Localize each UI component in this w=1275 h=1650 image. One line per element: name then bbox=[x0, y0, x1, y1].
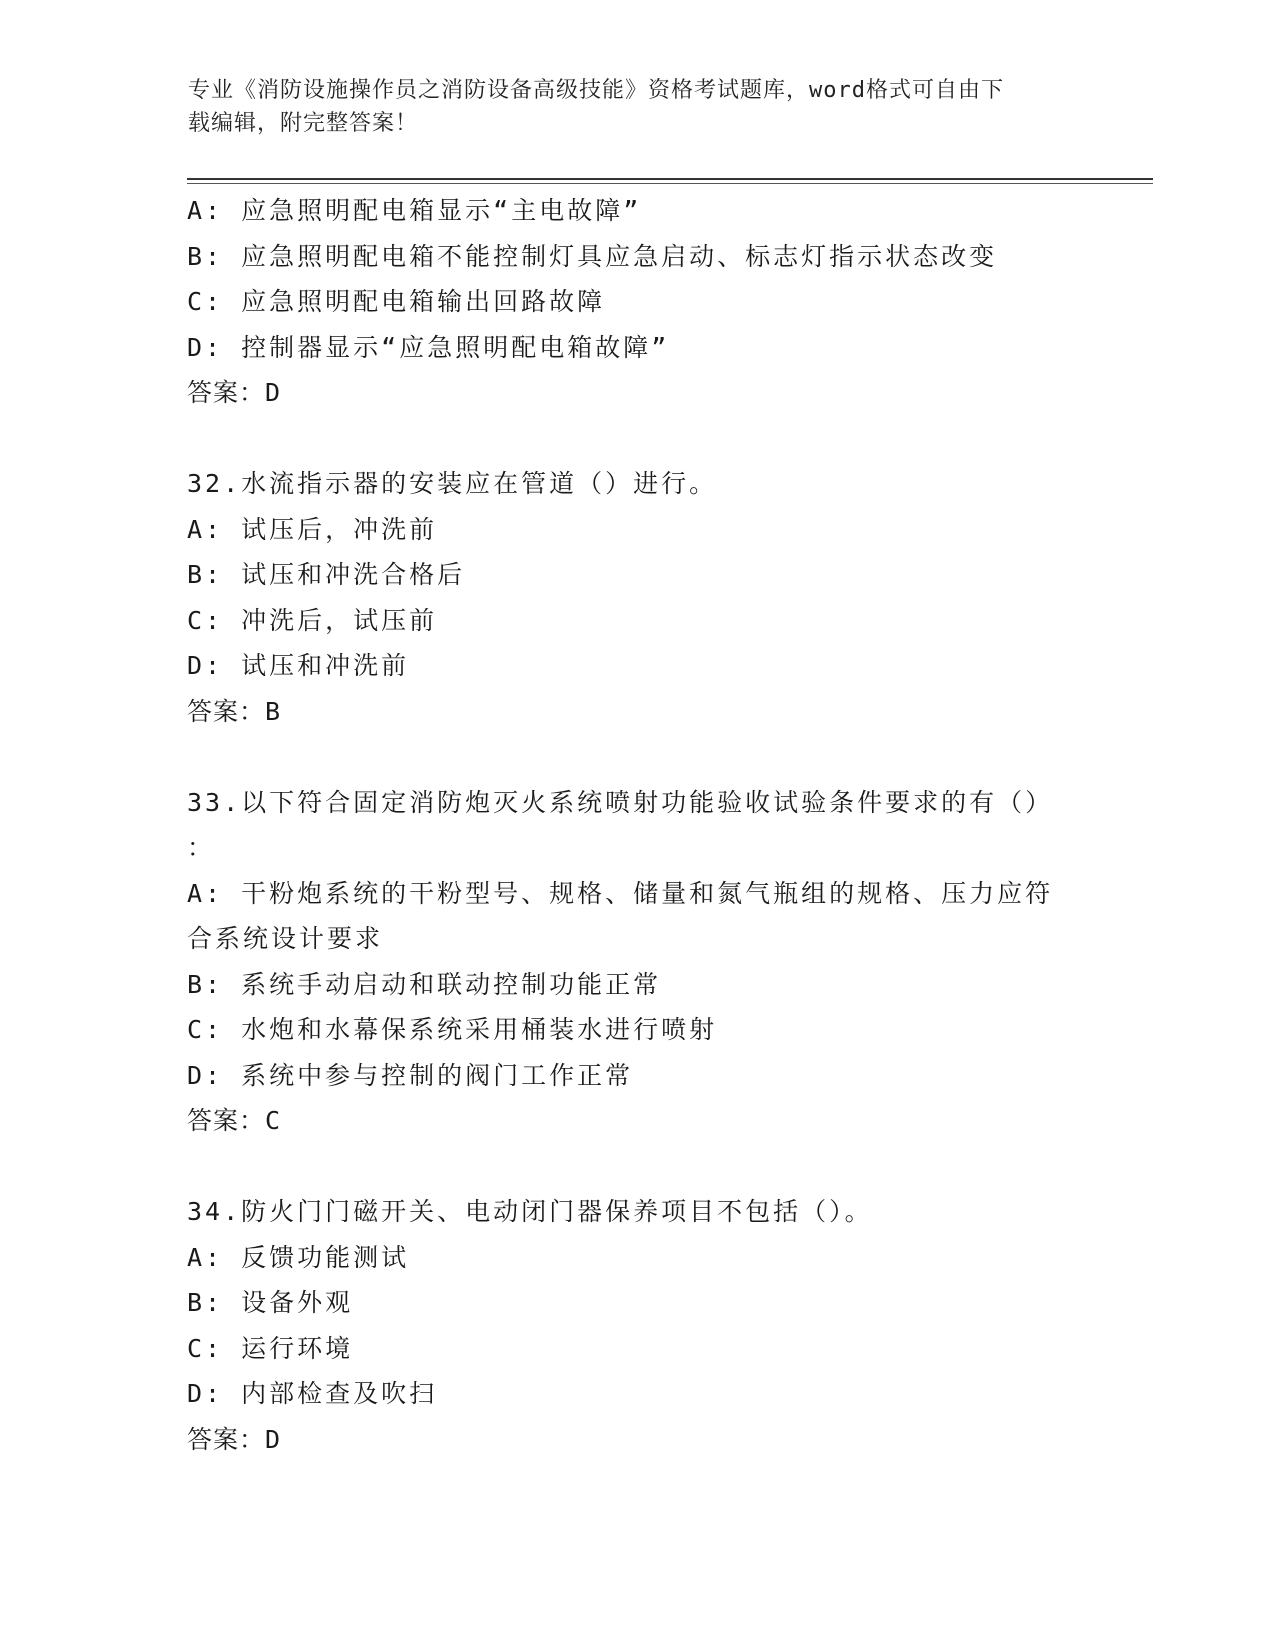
option-a: A: 反馈功能测试 bbox=[187, 1242, 410, 1272]
option-b: B: 系统手动启动和联动控制功能正常 bbox=[187, 969, 662, 999]
question-text: 32.水流指示器的安装应在管道（）进行。 bbox=[187, 469, 718, 498]
option-d: D: 系统中参与控制的阀门工作正常 bbox=[187, 1060, 634, 1090]
option-a: A: 应急照明配电箱显示“主电故障” bbox=[187, 196, 642, 225]
question-31 bbox=[187, 188, 1087, 416]
answer-label: 答案： bbox=[187, 1424, 266, 1454]
answer-value: B bbox=[265, 696, 282, 726]
option-b: B: 设备外观 bbox=[187, 1288, 354, 1317]
answer-label: 答案： bbox=[187, 1106, 266, 1135]
option-d: D: 内部检查及吹扫 bbox=[187, 1379, 438, 1408]
question-text-line-2: ： bbox=[187, 833, 216, 862]
document-header bbox=[188, 74, 1068, 140]
header-line-1: 专业《消防设施操作员之消防设备高级技能》资格考试题库，word格式可自由下 bbox=[188, 78, 1004, 103]
option-d: D: 试压和冲洗前 bbox=[187, 651, 410, 680]
answer-value: C bbox=[265, 1106, 282, 1135]
answer-label: 答案： bbox=[187, 696, 266, 726]
answer-value: D bbox=[265, 378, 282, 407]
header-line-2: 载编辑，附完整答案！ bbox=[188, 111, 419, 136]
answer bbox=[187, 1417, 1087, 1463]
header-divider-thin bbox=[187, 183, 1153, 184]
answer-value: D bbox=[265, 1424, 282, 1454]
question-text: 34.防火门门磁开关、电动闭门器保养项目不包括（）。 bbox=[187, 1197, 873, 1226]
header-divider-thick bbox=[187, 178, 1153, 180]
option-a-line-2: 合系统设计要求 bbox=[187, 924, 384, 953]
spacer bbox=[187, 416, 1087, 462]
option-c: C: 冲洗后，试压前 bbox=[187, 605, 438, 635]
question-text-line-1: 33.以下符合固定消防炮灭火系统喷射功能验收试验条件要求的有（） bbox=[187, 787, 1054, 817]
spacer bbox=[187, 1144, 1087, 1190]
option-d: D: 控制器显示“应急照明配电箱故障” bbox=[187, 332, 670, 362]
answer bbox=[187, 370, 1087, 416]
answer bbox=[187, 689, 1087, 735]
question-33 bbox=[187, 780, 1087, 1144]
answer-label: 答案： bbox=[187, 378, 266, 407]
answer bbox=[187, 1098, 1087, 1144]
question-34 bbox=[187, 1189, 1087, 1462]
option-a-line-1: A: 干粉炮系统的干粉型号、规格、储量和氮气瓶组的规格、压力应符 bbox=[187, 878, 1054, 908]
option-a: A: 试压后，冲洗前 bbox=[187, 514, 438, 544]
question-list bbox=[187, 188, 1087, 1462]
option-b: B: 试压和冲洗合格后 bbox=[187, 560, 466, 589]
spacer bbox=[187, 734, 1087, 780]
question-32 bbox=[187, 461, 1087, 734]
option-c: C: 水炮和水幕保系统采用桶装水进行喷射 bbox=[187, 1015, 718, 1044]
option-c: C: 应急照明配电箱输出回路故障 bbox=[187, 287, 606, 316]
option-b: B: 应急照明配电箱不能控制灯具应急启动、标志灯指示状态改变 bbox=[187, 241, 998, 271]
option-c: C: 运行环境 bbox=[187, 1333, 354, 1363]
